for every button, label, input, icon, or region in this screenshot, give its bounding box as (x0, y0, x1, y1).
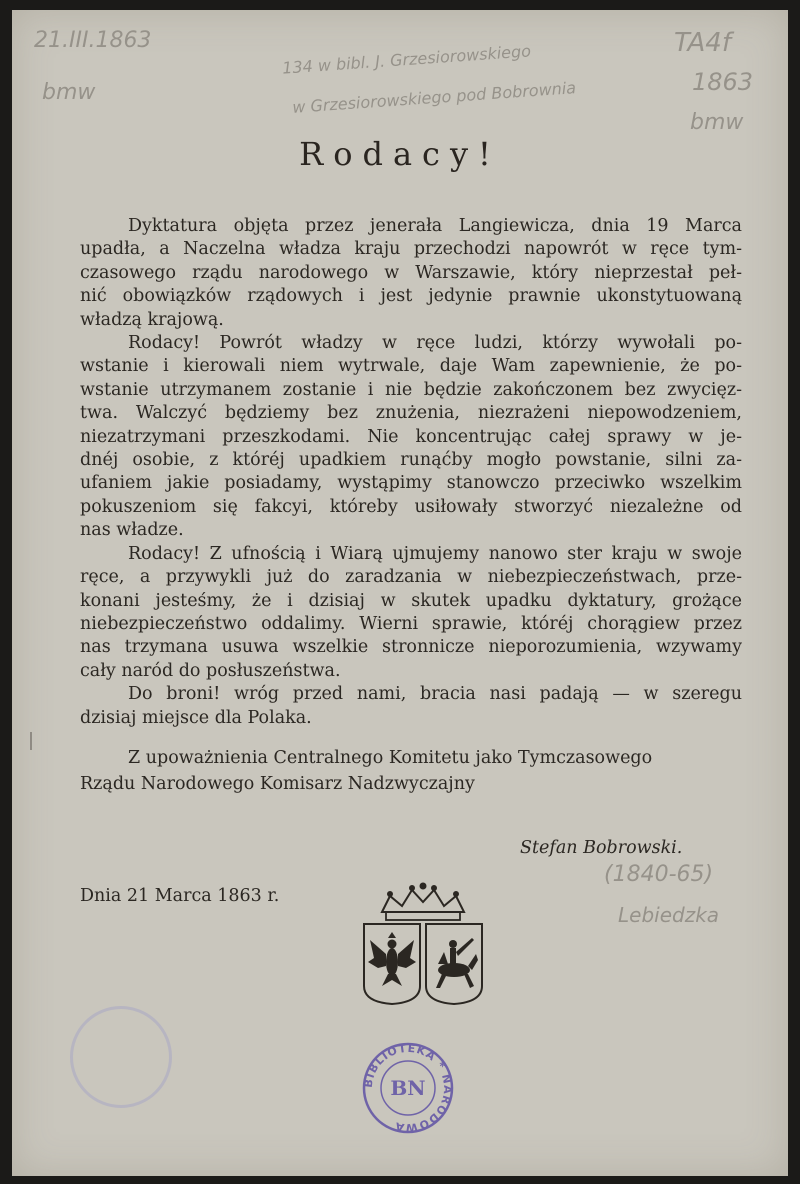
faint-stamp-icon (70, 1006, 172, 1108)
handwritten-years: (1840-65) (604, 862, 714, 887)
body-line: nić obowiązków rządowych i jest jedynie prawnie ukonstytuowaną (80, 286, 742, 307)
body-line: pokuszeniom się fakcyi, któreby usiłowały stworzyć niezależne od (80, 496, 742, 517)
body-line: wstanie i kierowali niem wytrwale, daje Wam zapewnienie, że po- (80, 356, 742, 377)
handwritten-year: 1863 (692, 68, 754, 96)
stamp-monogram: BN (390, 1076, 426, 1100)
body-line: niezatrzymani przeszkodami. Nie koncentrując całej sprawy w je- (80, 426, 742, 447)
date-line: Dnia 21 Marca 1863 r. (80, 886, 280, 906)
document-sheet (12, 10, 788, 1176)
handwritten-note-center-1: 134 w bibl. J. Grzesiorowskiego (281, 41, 532, 78)
proclamation-body (80, 215, 742, 730)
document-title: Rodacy! (299, 135, 501, 173)
body-line: dzisiaj miejsce dla Polaka. (80, 707, 312, 728)
body-line: ręce, a przywykli już do zaradzania w niebezpieczeństwach, prze- (80, 567, 742, 588)
handwritten-note-right: Lebiedzka (618, 903, 720, 927)
handwritten-note-center-2: w Grzesiorowskiego pod Bobrownia (291, 78, 577, 117)
handwritten-date: 21.III.1863 (34, 28, 152, 53)
body-line: nas władze. (80, 520, 184, 541)
body-line: ufaniem jakie posiadamy, wystąpimy stanowczo przeciwko wszelkim (80, 473, 742, 494)
body-line: cały naród do posłuszeństwa. (80, 660, 341, 681)
margin-mark (30, 732, 38, 750)
body-line: twa. Walczyć będziemy bez znużenia, niezrażeni niepowodzeniem, (80, 403, 742, 424)
handwritten-initials-left: bmw (42, 80, 96, 105)
body-line: wstanie utrzymanem zostanie i nie będzie zakończonem bez zwycięz- (80, 379, 742, 400)
body-line: nas trzymana usuwa wszelkie stronnicze nieporozumienia, wzywamy (80, 637, 742, 658)
body-line: Dyktatura objęta przez jenerała Langiewicza, dnia 19 Marca (128, 216, 742, 236)
stamp-ring-text: BIBLIOTEKA * NARODOWA (361, 1041, 455, 1135)
authority-line-2: Rządu Narodowego Komisarz Nadzwyczajny (80, 774, 475, 794)
authority-line-1: Z upoważnienia Centralnego Komitetu jako Tymczasowego (128, 748, 653, 768)
body-line: władzą krajową. (80, 309, 224, 330)
body-line: czasowego rządu narodowego w Warszawie, który nieprzestał peł- (80, 262, 742, 283)
body-line: upadła, a Naczelna władza kraju przechodzi napowrót w ręce tym- (80, 239, 742, 260)
signature: Stefan Bobrowski. (520, 838, 683, 858)
body-line: Do broni! wróg przed nami, bracia nasi padają — w szeregu (128, 684, 742, 705)
body-line: Rodacy! Powrót władzy w ręce ludzi, którzy wywołali po- (128, 333, 742, 354)
handwritten-initials-right: bmw (690, 110, 744, 135)
library-stamp-icon (360, 1040, 456, 1136)
coat-of-arms-icon (360, 882, 486, 1007)
body-line: niebezpieczeństwo oddalimy. Wierni sprawie, któréj chorągiew przez (80, 613, 742, 634)
handwritten-shelfmark: TA4f (674, 28, 731, 58)
body-line: Rodacy! Z ufnością i Wiarą ujmujemy nanowo ster kraju w swoje (128, 543, 742, 564)
body-line: konani jesteśmy, że i dzisiaj w skutek upadku dyktatury, grożące (80, 590, 742, 611)
body-line: dnéj osobie, z któréj upadkiem runąćby mogło powstanie, silni za- (80, 450, 742, 471)
